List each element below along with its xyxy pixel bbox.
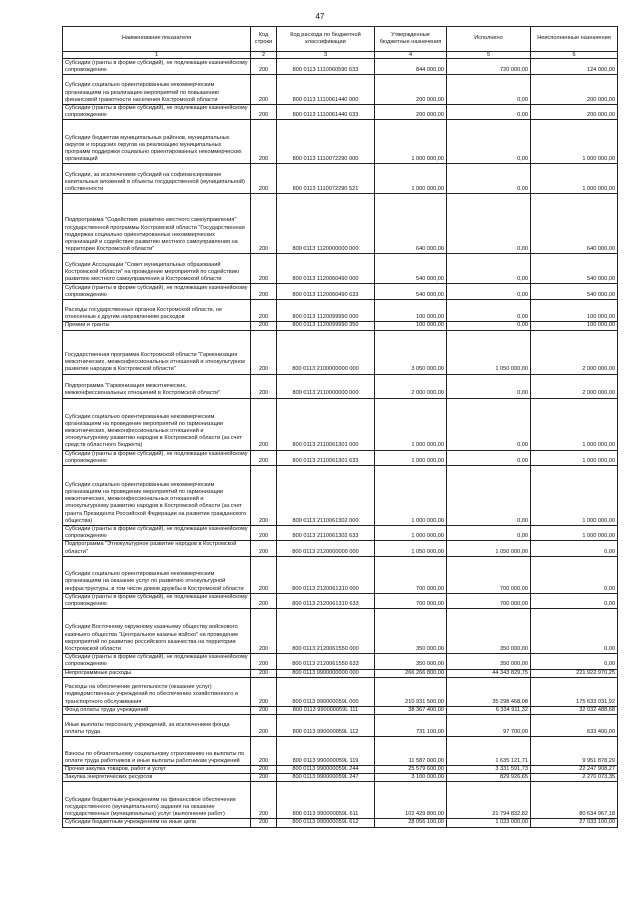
row-name-cell: Иные выплаты персоналу учреждений, за исключением фонда оплаты труда xyxy=(63,715,251,737)
row-name-cell: Субсидии (гранты в форме субсидий), не подлежащие казначейскому сопровождению xyxy=(63,284,251,300)
row-approved-cell: 1 000 000,00 xyxy=(375,120,447,164)
header-name: Наименование показателя xyxy=(63,27,251,52)
row-name-cell: Субсидии социально ориентированным некоммерческим организациям на проведение мероприятий по гармонизации межэтнических, межконфессиональных отношений и этнокультурному развитию народов в Костромской области (за счет средств областного бюджета) xyxy=(63,398,251,450)
table-row xyxy=(63,526,618,541)
row-line-code-cell: 200 xyxy=(251,374,277,398)
table-row xyxy=(63,164,618,194)
row-budget-code-cell: 800 0113 2110061302 633 xyxy=(277,526,375,541)
row-line-code-cell: 200 xyxy=(251,398,277,450)
row-executed-cell: 6 334 911,32 xyxy=(447,706,531,714)
row-unexecuted-cell: 100 000,00 xyxy=(531,300,618,322)
row-budget-code-cell: 800 0113 1110072290 000 xyxy=(277,120,375,164)
row-executed-cell: 0,00 xyxy=(447,450,531,465)
row-approved-cell: 210 931 500,00 xyxy=(375,677,447,706)
row-name-cell: Субсидии бюджетам муниципальных районов, муниципальных округов и городских округов на реализацию муниципальных программ поддержки социально ориентированных некоммерческих организаций xyxy=(63,120,251,164)
row-executed-cell: 0,00 xyxy=(447,164,531,194)
row-line-code-cell: 200 xyxy=(251,75,277,105)
row-approved-cell: 844 000,00 xyxy=(375,59,447,75)
row-executed-cell: 0,00 xyxy=(447,105,531,120)
row-budget-code-cell: 800 0113 990000059L 112 xyxy=(277,715,375,737)
row-budget-code-cell: 800 0113 2120061550 000 xyxy=(277,609,375,654)
row-name-cell: Субсидии (гранты в форме субсидий), не подлежащие казначейскому сопровождению xyxy=(63,654,251,669)
row-line-code-cell: 200 xyxy=(251,819,277,827)
row-unexecuted-cell: 200 000,00 xyxy=(531,105,618,120)
column-number: 4 xyxy=(375,52,447,59)
column-number-row xyxy=(63,52,618,59)
row-budget-code-cell: 800 0113 2110061301 633 xyxy=(277,450,375,465)
row-unexecuted-cell: 540 000,00 xyxy=(531,254,618,284)
row-approved-cell: 1 000 000,00 xyxy=(375,526,447,541)
row-executed-cell: 1 050 000,00 xyxy=(447,541,531,556)
row-approved-cell: 100 000,00 xyxy=(375,322,447,330)
row-line-code-cell: 200 xyxy=(251,105,277,120)
row-approved-cell: 1 000 000,00 xyxy=(375,398,447,450)
row-unexecuted-cell: 27 033 100,00 xyxy=(531,819,618,827)
row-budget-code-cell: 800 0113 2120061310 000 xyxy=(277,556,375,593)
row-unexecuted-cell: 2 270 073,35 xyxy=(531,774,618,782)
row-approved-cell: 700 000,00 xyxy=(375,593,447,608)
row-unexecuted-cell: 0,00 xyxy=(531,593,618,608)
row-budget-code-cell: 800 0113 1120060490 633 xyxy=(277,284,375,300)
row-name-cell: Подпрограмма "Гармонизация межэтнических, межконфессиональных отношений в Костромской области" xyxy=(63,374,251,398)
row-line-code-cell: 200 xyxy=(251,59,277,75)
row-approved-cell: 38 367 400,00 xyxy=(375,706,447,714)
row-line-code-cell: 200 xyxy=(251,300,277,322)
header-budget-code: Код расхода по бюджетной классификации xyxy=(277,27,375,52)
row-name-cell: Расходы на обеспечение деятельности (оказание услуг) подведомственных учреждений по обеспечению хозяйственного и транспортного обслуживания xyxy=(63,677,251,706)
row-unexecuted-cell: 633 400,00 xyxy=(531,715,618,737)
row-executed-cell: 720 000,00 xyxy=(447,59,531,75)
row-unexecuted-cell: 100 000,00 xyxy=(531,322,618,330)
row-budget-code-cell: 800 0113 990000059L 119 xyxy=(277,737,375,766)
row-approved-cell: 1 000 000,00 xyxy=(375,450,447,465)
table-row xyxy=(63,75,618,105)
row-unexecuted-cell: 1 000 000,00 xyxy=(531,398,618,450)
table-row xyxy=(63,654,618,669)
row-line-code-cell: 200 xyxy=(251,774,277,782)
row-approved-cell: 1 000 000,00 xyxy=(375,164,447,194)
table-row xyxy=(63,782,618,819)
row-unexecuted-cell: 32 032 488,68 xyxy=(531,706,618,714)
row-unexecuted-cell: 221 922 970,25 xyxy=(531,669,618,677)
row-budget-code-cell: 800 0113 2110061302 000 xyxy=(277,466,375,526)
row-executed-cell: 0,00 xyxy=(447,284,531,300)
row-budget-code-cell: 800 0113 9900000000 000 xyxy=(277,669,375,677)
row-name-cell: Фонд оплаты труда учреждений xyxy=(63,706,251,714)
row-executed-cell: 1 050 000,00 xyxy=(447,330,531,374)
row-executed-cell: 0,00 xyxy=(447,120,531,164)
row-budget-code-cell: 800 0113 2100000000 000 xyxy=(277,330,375,374)
row-approved-cell: 540 000,00 xyxy=(375,254,447,284)
row-name-cell: Подпрограмма "Этнокультурное развитие народов в Костромской области" xyxy=(63,541,251,556)
row-approved-cell: 28 056 100,00 xyxy=(375,819,447,827)
row-approved-cell: 731 100,00 xyxy=(375,715,447,737)
row-executed-cell: 0,00 xyxy=(447,194,531,254)
row-budget-code-cell: 800 0113 1120060490 000 xyxy=(277,254,375,284)
row-line-code-cell: 200 xyxy=(251,677,277,706)
row-line-code-cell: 200 xyxy=(251,164,277,194)
row-line-code-cell: 200 xyxy=(251,330,277,374)
table-row xyxy=(63,330,618,374)
row-budget-code-cell: 800 0113 2120061310 633 xyxy=(277,593,375,608)
row-approved-cell: 540 000,00 xyxy=(375,284,447,300)
row-budget-code-cell: 800 0113 1120099990 350 xyxy=(277,322,375,330)
row-unexecuted-cell: 1 000 000,00 xyxy=(531,120,618,164)
row-budget-code-cell: 800 0113 990000059L 244 xyxy=(277,766,375,774)
row-unexecuted-cell: 22 247 908,27 xyxy=(531,766,618,774)
row-approved-cell: 3 050 000,00 xyxy=(375,330,447,374)
table-row xyxy=(63,669,618,677)
row-approved-cell: 200 000,00 xyxy=(375,75,447,105)
row-executed-cell: 0,00 xyxy=(447,398,531,450)
row-executed-cell: 700 000,00 xyxy=(447,593,531,608)
row-executed-cell: 700 000,00 xyxy=(447,556,531,593)
row-executed-cell: 829 926,65 xyxy=(447,774,531,782)
row-unexecuted-cell: 1 000 000,00 xyxy=(531,526,618,541)
row-executed-cell: 1 023 000,00 xyxy=(447,819,531,827)
row-line-code-cell: 200 xyxy=(251,706,277,714)
row-approved-cell: 25 579 600,00 xyxy=(375,766,447,774)
row-unexecuted-cell: 175 633 031,92 xyxy=(531,677,618,706)
row-line-code-cell: 200 xyxy=(251,284,277,300)
table-row xyxy=(63,737,618,766)
column-number: 1 xyxy=(63,52,251,59)
row-executed-cell: 0,00 xyxy=(447,300,531,322)
row-line-code-cell: 200 xyxy=(251,194,277,254)
row-line-code-cell: 200 xyxy=(251,766,277,774)
row-line-code-cell: 200 xyxy=(251,556,277,593)
row-unexecuted-cell: 0,00 xyxy=(531,541,618,556)
row-unexecuted-cell: 640 000,00 xyxy=(531,194,618,254)
row-name-cell: Субсидии (гранты в форме субсидий), не подлежащие казначейскому сопровождению xyxy=(63,59,251,75)
table-row xyxy=(63,774,618,782)
row-budget-code-cell: 800 0113 990000059L 611 xyxy=(277,782,375,819)
row-name-cell: Субсидии бюджетным учреждениям на иные цели xyxy=(63,819,251,827)
row-name-cell: Субсидии социально ориентированным некоммерческим организациям на проведение мероприятий по гармонизации межэтнических, межконфессиональных отношений и этнокультурному развитию народов в Костромской области (за счет гранта Президента Российской Федерации на развитие гражданского общества) xyxy=(63,466,251,526)
row-approved-cell: 350 000,00 xyxy=(375,654,447,669)
row-approved-cell: 700 000,00 xyxy=(375,556,447,593)
row-line-code-cell: 200 xyxy=(251,669,277,677)
table-row xyxy=(63,398,618,450)
row-budget-code-cell: 800 0113 2110061301 000 xyxy=(277,398,375,450)
row-unexecuted-cell: 1 000 000,00 xyxy=(531,466,618,526)
row-budget-code-cell: 800 0113 2110000000 000 xyxy=(277,374,375,398)
row-line-code-cell: 200 xyxy=(251,526,277,541)
row-line-code-cell: 200 xyxy=(251,120,277,164)
row-approved-cell: 200 000,00 xyxy=(375,105,447,120)
row-executed-cell: 1 635 121,71 xyxy=(447,737,531,766)
column-number: 2 xyxy=(251,52,277,59)
row-budget-code-cell: 800 0113 990000059L 111 xyxy=(277,706,375,714)
row-executed-cell: 350 000,00 xyxy=(447,654,531,669)
table-row xyxy=(63,766,618,774)
row-line-code-cell: 200 xyxy=(251,737,277,766)
row-name-cell: Субсидии Восточному окружному казачьему обществу войскового казачьего общества "Центральное казачье войско" на проведение мероприятий по развитию российского казачества на территории Костромской области xyxy=(63,609,251,654)
row-name-cell: Субсидии, за исключением субсидий на софинансирование капитальных вложений в объекты государственной (муниципальной) собственности xyxy=(63,164,251,194)
row-name-cell: Субсидии социально ориентированным некоммерческим организациям на реализацию мероприятий по повышению финансовой грамотности населения Костромской области xyxy=(63,75,251,105)
table-row xyxy=(63,374,618,398)
row-approved-cell: 1 050 000,00 xyxy=(375,541,447,556)
row-executed-cell: 0,00 xyxy=(447,374,531,398)
column-number: 6 xyxy=(531,52,618,59)
row-unexecuted-cell: 2 000 000,00 xyxy=(531,374,618,398)
row-unexecuted-cell: 2 000 000,00 xyxy=(531,330,618,374)
row-name-cell: Субсидии бюджетным учреждениям на финансовое обеспечение государственного (муниципального) задания на оказание государственных (муниципальных) услуг (выполнение работ) xyxy=(63,782,251,819)
row-name-cell: Субсидии (гранты в форме субсидий), не подлежащие казначейскому сопровождению xyxy=(63,105,251,120)
row-name-cell: Подпрограмма "Содействие развитию местного самоуправления" государственной программы Костромской области "Государственная поддержка социально ориентированных некоммерческих организаций и содействие развитию местного самоуправления на территории Костромской области" xyxy=(63,194,251,254)
table-row xyxy=(63,105,618,120)
column-number: 3 xyxy=(277,52,375,59)
row-name-cell: Прочая закупка товаров, работ и услуг xyxy=(63,766,251,774)
row-budget-code-cell: 800 0113 990000059L 612 xyxy=(277,819,375,827)
row-executed-cell: 0,00 xyxy=(447,526,531,541)
row-line-code-cell: 200 xyxy=(251,254,277,284)
report-table xyxy=(62,26,618,828)
header-approved: Утвержденные бюджетные назначения xyxy=(375,27,447,52)
row-executed-cell: 97 700,00 xyxy=(447,715,531,737)
row-unexecuted-cell: 540 000,00 xyxy=(531,284,618,300)
table-row xyxy=(63,254,618,284)
table-row xyxy=(63,706,618,714)
row-approved-cell: 640 000,00 xyxy=(375,194,447,254)
column-number: 5 xyxy=(447,52,531,59)
table-row xyxy=(63,194,618,254)
row-name-cell: Расходы государственных органов Костромской области, не отнесенные к другим направлениям расходов xyxy=(63,300,251,322)
table-row xyxy=(63,593,618,608)
row-line-code-cell: 200 xyxy=(251,715,277,737)
row-budget-code-cell: 800 0113 1110060590 633 xyxy=(277,59,375,75)
row-unexecuted-cell: 0,00 xyxy=(531,556,618,593)
row-unexecuted-cell: 0,00 xyxy=(531,609,618,654)
row-budget-code-cell: 800 0113 1110061440 633 xyxy=(277,105,375,120)
row-budget-code-cell: 800 0113 1110072290 521 xyxy=(277,164,375,194)
row-name-cell: Субсидии Ассоциации "Совет муниципальных образований Костромской области" на проведение мероприятий по содействию развитию местного самоуправления в Костромской области xyxy=(63,254,251,284)
row-name-cell: Закупка энергетических ресурсов xyxy=(63,774,251,782)
row-executed-cell: 21 794 832,82 xyxy=(447,782,531,819)
page-number: 47 xyxy=(315,12,325,21)
row-line-code-cell: 200 xyxy=(251,322,277,330)
row-line-code-cell: 200 xyxy=(251,609,277,654)
table-row xyxy=(63,609,618,654)
row-unexecuted-cell: 9 951 878,29 xyxy=(531,737,618,766)
row-name-cell: Взносы по обязательному социальному страхованию на выплаты по оплате труда работников и иные выплаты работникам учреждений xyxy=(63,737,251,766)
row-executed-cell: 0,00 xyxy=(447,322,531,330)
row-line-code-cell: 200 xyxy=(251,466,277,526)
table-row xyxy=(63,284,618,300)
row-executed-cell: 3 331 591,73 xyxy=(447,766,531,774)
table-row xyxy=(63,300,618,322)
row-name-cell: Субсидии (гранты в форме субсидий), не подлежащие казначейскому сопровождению xyxy=(63,526,251,541)
row-name-cell: Премии и гранты xyxy=(63,322,251,330)
row-unexecuted-cell: 1 000 000,00 xyxy=(531,164,618,194)
table-row xyxy=(63,715,618,737)
row-budget-code-cell: 800 0113 990000059L 000 xyxy=(277,677,375,706)
row-line-code-cell: 200 xyxy=(251,450,277,465)
table-row xyxy=(63,322,618,330)
row-name-cell: Субсидии (гранты в форме субсидий), не подлежащие казначейскому сопровождению xyxy=(63,450,251,465)
row-budget-code-cell: 800 0113 1120099990 000 xyxy=(277,300,375,322)
table-row xyxy=(63,556,618,593)
row-unexecuted-cell: 80 634 967,18 xyxy=(531,782,618,819)
row-line-code-cell: 200 xyxy=(251,782,277,819)
row-approved-cell: 11 587 000,00 xyxy=(375,737,447,766)
row-name-cell: Непрограммные расходы xyxy=(63,669,251,677)
row-approved-cell: 102 429 800,00 xyxy=(375,782,447,819)
table-row xyxy=(63,541,618,556)
header-unexecuted: Неисполненные назначения xyxy=(531,27,618,52)
row-executed-cell: 0,00 xyxy=(447,75,531,105)
row-name-cell: Субсидии социально ориентированным некоммерческим организациям на оказание услуг по развитию этнокультурной инфраструктуры, в том числе домов дружбы в Костромской области xyxy=(63,556,251,593)
row-budget-code-cell: 800 0113 1120000000 000 xyxy=(277,194,375,254)
row-approved-cell: 2 000 000,00 xyxy=(375,374,447,398)
row-executed-cell: 0,00 xyxy=(447,466,531,526)
table-row xyxy=(63,466,618,526)
row-approved-cell: 266 266 800,00 xyxy=(375,669,447,677)
table-row xyxy=(63,59,618,75)
row-line-code-cell: 200 xyxy=(251,654,277,669)
row-unexecuted-cell: 1 000 000,00 xyxy=(531,450,618,465)
header-row xyxy=(63,27,618,52)
row-unexecuted-cell: 124 000,00 xyxy=(531,59,618,75)
row-approved-cell: 350 000,00 xyxy=(375,609,447,654)
row-line-code-cell: 200 xyxy=(251,593,277,608)
row-budget-code-cell: 800 0113 990000059L 247 xyxy=(277,774,375,782)
header-line-code: Код строки xyxy=(251,27,277,52)
header-executed: Исполнено xyxy=(447,27,531,52)
row-unexecuted-cell: 0,00 xyxy=(531,654,618,669)
table-row xyxy=(63,450,618,465)
row-executed-cell: 0,00 xyxy=(447,254,531,284)
row-budget-code-cell: 800 0113 2120000000 000 xyxy=(277,541,375,556)
row-name-cell: Государственная программа Костромской области "Гармонизация межэтнических, межконфессиональных отношений и этнокультурное развитие народов в Костромской области" xyxy=(63,330,251,374)
row-approved-cell: 100 000,00 xyxy=(375,300,447,322)
row-approved-cell: 1 000 000,00 xyxy=(375,466,447,526)
row-name-cell: Субсидии (гранты в форме субсидий), не подлежащие казначейскому сопровождению xyxy=(63,593,251,608)
row-executed-cell: 44 343 829,75 xyxy=(447,669,531,677)
table-row xyxy=(63,819,618,827)
table-row xyxy=(63,677,618,706)
row-executed-cell: 35 298 468,08 xyxy=(447,677,531,706)
row-approved-cell: 3 100 000,00 xyxy=(375,774,447,782)
row-budget-code-cell: 800 0113 1110061440 000 xyxy=(277,75,375,105)
row-line-code-cell: 200 xyxy=(251,541,277,556)
row-executed-cell: 350 000,00 xyxy=(447,609,531,654)
row-unexecuted-cell: 200 000,00 xyxy=(531,75,618,105)
table-row xyxy=(63,120,618,164)
row-budget-code-cell: 800 0113 2120061550 633 xyxy=(277,654,375,669)
